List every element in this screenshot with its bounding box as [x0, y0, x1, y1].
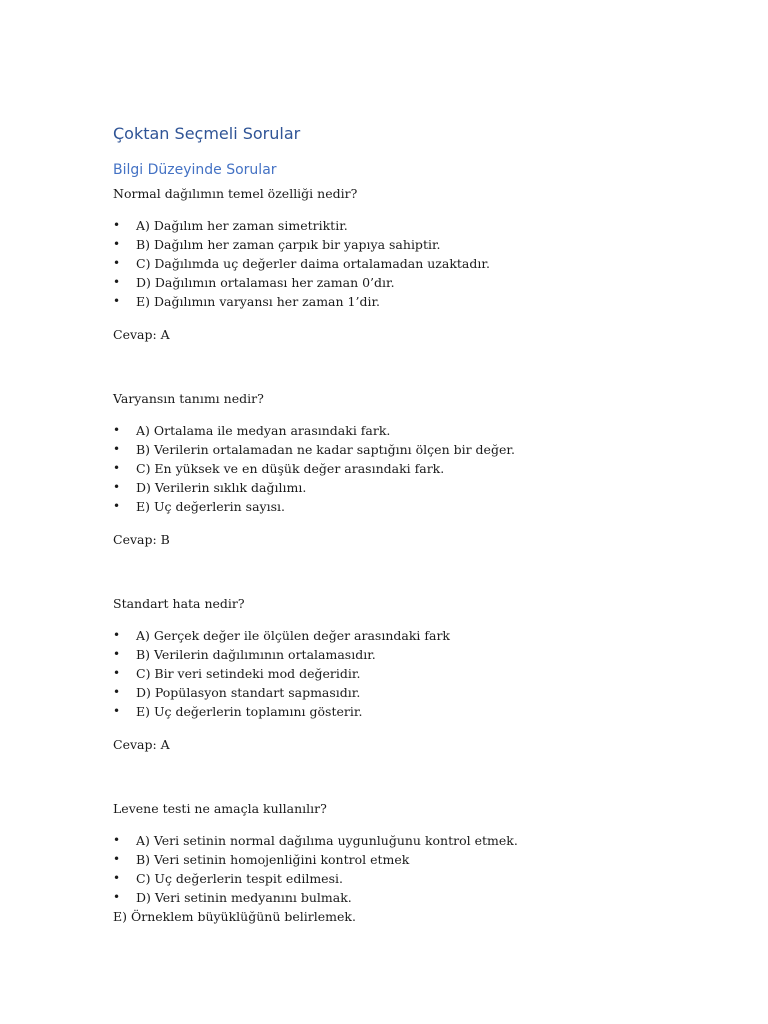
list-item — [113, 831, 518, 850]
bullet-icon: • — [113, 499, 121, 513]
list-item — [113, 626, 450, 645]
list-item — [113, 850, 518, 869]
bullet-icon: • — [113, 461, 121, 475]
question-1-text: Normal dağılımın temel özelliği nedir? — [113, 186, 358, 201]
bullet-icon: • — [113, 218, 121, 232]
option-text: B) Dağılım her zaman çarpık bir yapıya sahiptir. — [136, 237, 441, 252]
question-4-options — [113, 831, 518, 907]
option-text: A) Gerçek değer ile ölçülen değer arasındaki fark — [136, 628, 451, 643]
option-text: E) Uç değerlerin toplamını gösterir. — [136, 704, 363, 719]
option-text: E) Uç değerlerin sayısı. — [136, 499, 285, 514]
answer-3: Cevap: A — [113, 737, 170, 752]
list-item — [113, 421, 515, 440]
list-item — [113, 235, 490, 254]
list-item — [113, 497, 515, 516]
list-item — [113, 459, 515, 478]
bullet-icon: • — [113, 256, 121, 270]
option-text: E) Dağılımın varyansı her zaman 1’dir. — [136, 294, 381, 309]
list-item — [113, 478, 515, 497]
bullet-icon: • — [113, 423, 121, 437]
bullet-icon: • — [113, 833, 121, 847]
option-text: C) Uç değerlerin tespit edilmesi. — [136, 871, 343, 886]
list-item — [113, 683, 450, 702]
bullet-icon: • — [113, 666, 121, 680]
answer-2: Cevap: B — [113, 532, 170, 547]
option-text: A) Dağılım her zaman simetriktir. — [136, 218, 348, 233]
option-text: C) Dağılımda uç değerler daima ortalamadan uzaktadır. — [136, 256, 490, 271]
option-text: D) Dağılımın ortalaması her zaman 0’dır. — [136, 275, 395, 290]
list-item — [113, 292, 490, 311]
option-text: D) Popülasyon standart sapmasıdır. — [136, 685, 361, 700]
bullet-icon: • — [113, 442, 121, 456]
bullet-icon: • — [113, 628, 121, 642]
bullet-icon: • — [113, 275, 121, 289]
list-item — [113, 645, 450, 664]
question-4-text: Levene testi ne amaçla kullanılır? — [113, 801, 327, 816]
answer-1: Cevap: A — [113, 327, 170, 342]
section-title: Bilgi Düzeyinde Sorular — [113, 162, 277, 178]
bullet-icon: • — [113, 647, 121, 661]
bullet-icon: • — [113, 294, 121, 308]
question-1-options — [113, 216, 490, 311]
option-text: B) Verilerin ortalamadan ne kadar saptığını ölçen bir değer. — [136, 442, 515, 457]
list-item — [113, 888, 518, 907]
question-2-options — [113, 421, 515, 516]
option-text: C) En yüksek ve en düşük değer arasındaki fark. — [136, 461, 445, 476]
bullet-icon: • — [113, 480, 121, 494]
list-item — [113, 869, 518, 888]
list-item — [113, 440, 515, 459]
question-4-trailing-line: E) Örneklem büyüklüğünü belirlemek. — [113, 909, 356, 924]
bullet-icon: • — [113, 852, 121, 866]
bullet-icon: • — [113, 237, 121, 251]
option-text: A) Ortalama ile medyan arasındaki fark. — [136, 423, 391, 438]
option-text: A) Veri setinin normal dağılıma uygunluğunu kontrol etmek. — [136, 833, 518, 848]
bullet-icon: • — [113, 704, 121, 718]
question-3-options — [113, 626, 450, 721]
list-item — [113, 664, 450, 683]
list-item — [113, 702, 450, 721]
document-title: Çoktan Seçmeli Sorular — [113, 124, 301, 143]
option-text: B) Verilerin dağılımının ortalamasıdır. — [136, 647, 376, 662]
option-text: D) Veri setinin medyanını bulmak. — [136, 890, 352, 905]
bullet-icon: • — [113, 890, 121, 904]
bullet-icon: • — [113, 685, 121, 699]
list-item — [113, 254, 490, 273]
question-2-text: Varyansın tanımı nedir? — [113, 391, 264, 406]
option-text: B) Veri setinin homojenliğini kontrol etmek — [136, 852, 410, 867]
list-item — [113, 216, 490, 235]
bullet-icon: • — [113, 871, 121, 885]
option-text: C) Bir veri setindeki mod değeridir. — [136, 666, 361, 681]
option-text: D) Verilerin sıklık dağılımı. — [136, 480, 307, 495]
question-3-text: Standart hata nedir? — [113, 596, 245, 611]
list-item — [113, 273, 490, 292]
